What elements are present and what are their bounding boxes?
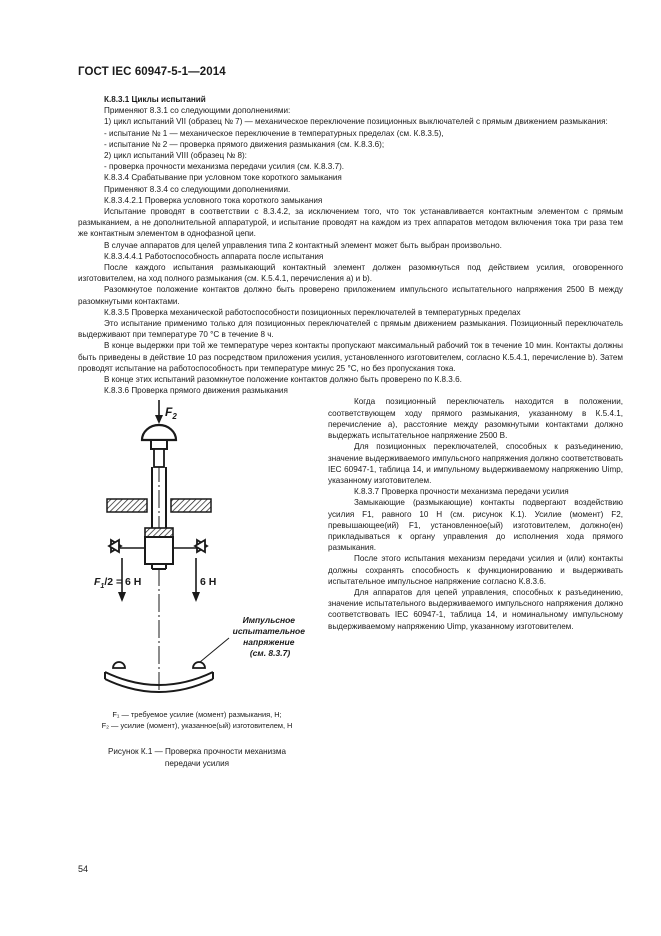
paragraph: Разомкнутое положение контактов должно быть проверено приложением импульсного испытательного напряжения 2500 В между разомкнутыми контактами. <box>78 285 623 306</box>
force-f2-arrowhead <box>155 415 163 424</box>
label-right-force: 6 H <box>200 576 217 589</box>
paragraph: После каждого испытания размыкающий контактный элемент должен разомкнуться под действием усилия, оговоренного изготовителем, на ход полного размыкания (см. К.5.4.1, перечисления а) и b). <box>78 263 623 284</box>
paragraph: Это испытание применимо только для позиционных переключателей с прямым движением размыкания. Позиционный переключатель выдерживают при температуре 70 °С в течение 8 ч. <box>78 319 623 340</box>
label-f2: $F_2$ <box>165 405 177 422</box>
paragraph: Для аппаратов для цепей управления, способных к разъединению, значение испытательного выдерживаемого импульсного напряжения должно соответствовать IEC 60947-1, таблица 14, и номинальному импульсному выдерживаемому напряжению Uimp, указанному изготовителем. <box>328 587 623 631</box>
paragraph: Для позиционных переключателей, способных к разъединению, значение выдерживаемого импульсного напряжения должно соответствовать IEC 60947-1, таблица 14, и импульному выдерживаемому напряжению Uimp, указанному изготовителем. <box>328 442 623 485</box>
guide-right <box>171 499 211 512</box>
paragraph: Испытание проводят в соответствии с 8.3.4.2, за исключением того, что ток устанавливается контактным элементом с прямым размыканием, а не дополнительной аппаратурой, и испытание проводят на каждом из трех аппаратов методом включения тока три раза тем же контактным элементом в однофазной цепи. <box>78 207 623 239</box>
legend-f1: F₁ — требуемое усилие (момент) размыкания, Н; <box>112 710 282 720</box>
clause-heading: К.8.3.4.4.1 Работоспособность аппарата после испытания <box>104 251 324 261</box>
clause-heading: К.8.3.5 Проверка механической работоспособности позиционных переключателей в температурных пределах <box>104 307 521 317</box>
paragraph: Применяют 8.3.4 со следующими дополнениями. <box>104 184 291 194</box>
figure-caption <box>78 746 316 768</box>
paragraph: В конце этих испытаний разомкнутое положение контактов должно быть проверено по К.8.3.6. <box>104 375 462 385</box>
label-f1-half: $F_1/2 = 6$ H <box>94 576 142 591</box>
paragraph: После этого испытания механизм передачи усилия и (или) контакты должны сохранять способность к функционированию и выдерживать испытательное импульсное напряжение согласно К.8.3.6. <box>328 554 623 586</box>
body-cap <box>145 528 173 537</box>
clause-heading: К.8.3.1 Циклы испытаний <box>104 95 206 104</box>
clause-heading: К.8.3.4 Срабатывание при условном токе короткого замыкания <box>104 173 342 183</box>
document-header: ГОСТ IEC 60947-5-1—2014 <box>78 66 226 78</box>
lower-contact-right <box>193 662 205 668</box>
paragraph: Применяют 8.3.1 со следующими дополнениями: <box>104 106 291 116</box>
page-number: 54 <box>78 864 89 874</box>
guide-left <box>107 499 147 512</box>
figure-legend <box>78 710 316 731</box>
mechanism-diagram <box>78 396 316 708</box>
paragraph: 2) цикл испытаний VIII (образец № 8): <box>104 151 247 161</box>
figure-k1 <box>78 396 316 792</box>
lower-contact-left <box>113 662 125 668</box>
caption-line-2: передачи усилия <box>164 758 230 768</box>
figure-wrap-section <box>78 396 623 792</box>
actuator-neck <box>151 440 167 449</box>
paragraph: Замыкающие (размыкающие) контакты подвергают воздействию усилия F1, равного 10 Н (см. рисунок К.1). Усилие (момент) F2, превышающее(ий) F1, установленное(ый) изготовителем, должно(ен) прикладываться к органу управления до исполнения хода прямого размыкания. <box>328 498 623 553</box>
legend-f2: F₂ — усилие (момент), указанное(ый) изготовителем, Н <box>101 720 293 730</box>
force-f1-left-arrowhead <box>118 592 126 602</box>
paragraph: 1) цикл испытаний VII (образец № 7) — механическое переключение позиционных выключателей с прямым движением размыкания: <box>104 117 608 127</box>
list-item: - проверка прочности механизма передачи усилия (см. К.8.3.7). <box>104 162 345 172</box>
actuator-stem <box>154 449 164 467</box>
force-right-arrowhead <box>192 592 200 602</box>
actuator-head <box>142 425 176 440</box>
clause-heading: К.8.3.4.2.1 Проверка условного тока короткого замыкания <box>104 195 323 205</box>
paragraph: В конце выдержки при той же температуре через контакты пропускают максимальный рабочий ток в течение 10 мин. Контакты должны быть приведены в действие 10 раз посредством приложения усилия, установленного изготовителем, согласно К.5.4.1, перечисление b). Затем проводят испытание на работоспособность при температуре минус 25 °С, но без пропускания тока. <box>78 341 623 373</box>
list-item: - испытание № 2 — проверка прямого движения размыкания (см. К.8.3.6); <box>104 139 385 149</box>
caption-line-1: Рисунок К.1 — Проверка прочности механизма <box>107 747 287 757</box>
paragraph: В случае аппаратов для целей управления типа 2 контактный элемент может быть выбран произвольно. <box>104 240 502 250</box>
list-item: - испытание № 1 — механическое переключение в температурных пределах (см. К.8.3.5), <box>104 128 444 138</box>
document-body <box>78 94 623 792</box>
paragraph: Когда позиционный переключатель находится в положении, соответствующем ходу прямого размыкания, указанному в К.5.4.1, перечисление а), расстояние между разомкнутыми контактами должно выдержать испытательное напряжение 2500 В. <box>328 397 623 441</box>
clause-heading: К.8.3.6 Проверка прямого движения размыкания <box>104 386 288 396</box>
body-block <box>145 537 173 564</box>
annotation-impulse: Импульсное испытательное напряжение (см. 8.3.7) <box>232 615 305 659</box>
clause-heading: К.8.3.7 Проверка прочности механизма передачи усилия <box>354 487 569 497</box>
